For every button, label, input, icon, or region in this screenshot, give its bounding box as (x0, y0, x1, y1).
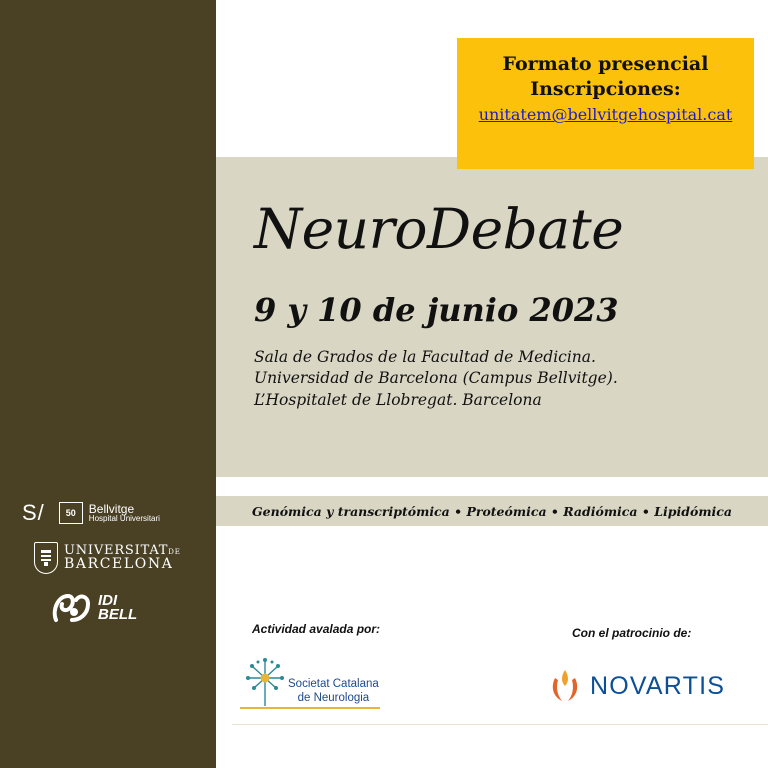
bellvitge-subtitle: Hospital Universitari (88, 514, 160, 523)
footer-divider (232, 724, 768, 725)
event-panel (216, 157, 768, 477)
idibell-mark-icon (50, 590, 94, 626)
idibell-logo (50, 590, 137, 626)
event-venue (254, 347, 618, 411)
ub-line1-small: DE (168, 547, 181, 556)
scn-text (288, 678, 379, 706)
anniversary-badge: 50 (59, 502, 83, 524)
idibell-line1: IDI (98, 591, 118, 609)
bellvitge-hospital-logo (22, 500, 160, 526)
endorsed-by-label: Actividad avalada por: (252, 622, 381, 636)
idibell-line2: BELL (98, 606, 138, 623)
neuron-tree-icon (244, 656, 286, 708)
scn-line2: de Neurologia (297, 692, 370, 705)
registration-email-link[interactable]: unitatem@bellvitgehospital.cat (478, 105, 733, 125)
idibell-text (98, 591, 138, 623)
event-date: 9 y 10 de junio 2023 (254, 291, 619, 329)
ub-text (64, 544, 181, 572)
venue-line-1: Sala de Grados de la Facultad de Medicina. (254, 348, 596, 366)
sponsored-by-label: Con el patrocinio de: (572, 626, 692, 640)
event-title: NeuroDebate (254, 197, 624, 261)
format-label: Formato presencial (502, 53, 709, 75)
ub-line1: UNIVERSITAT (64, 542, 169, 558)
universitat-barcelona-logo (34, 542, 181, 574)
registration-box (457, 38, 754, 169)
venue-line-2: Universidad de Barcelona (Campus Bellvitge). (254, 369, 618, 388)
scn-underline (240, 707, 380, 709)
novartis-flame-icon (550, 668, 580, 704)
registration-label: Inscripciones: (530, 77, 681, 100)
sidebar (0, 0, 216, 768)
scn-line1: Societat Catalana (288, 678, 379, 691)
ub-line2: BARCELONA (64, 556, 174, 573)
topics-band: Genómica y transcriptómica • Proteómica • Radiómica • Lipidómica (216, 496, 768, 526)
novartis-logo (550, 668, 725, 704)
societat-catalana-neurologia-logo (244, 656, 379, 708)
bellvitge-text (89, 503, 160, 523)
ub-shield-icon (34, 542, 58, 574)
venue-line-3: L’Hospitalet de Llobregat. Barcelona (254, 390, 542, 409)
novartis-wordmark: NOVARTIS (590, 671, 726, 700)
bellvitge-s-mark: S/ (22, 500, 45, 525)
bellvitge-title: Bellvitge (88, 502, 135, 516)
